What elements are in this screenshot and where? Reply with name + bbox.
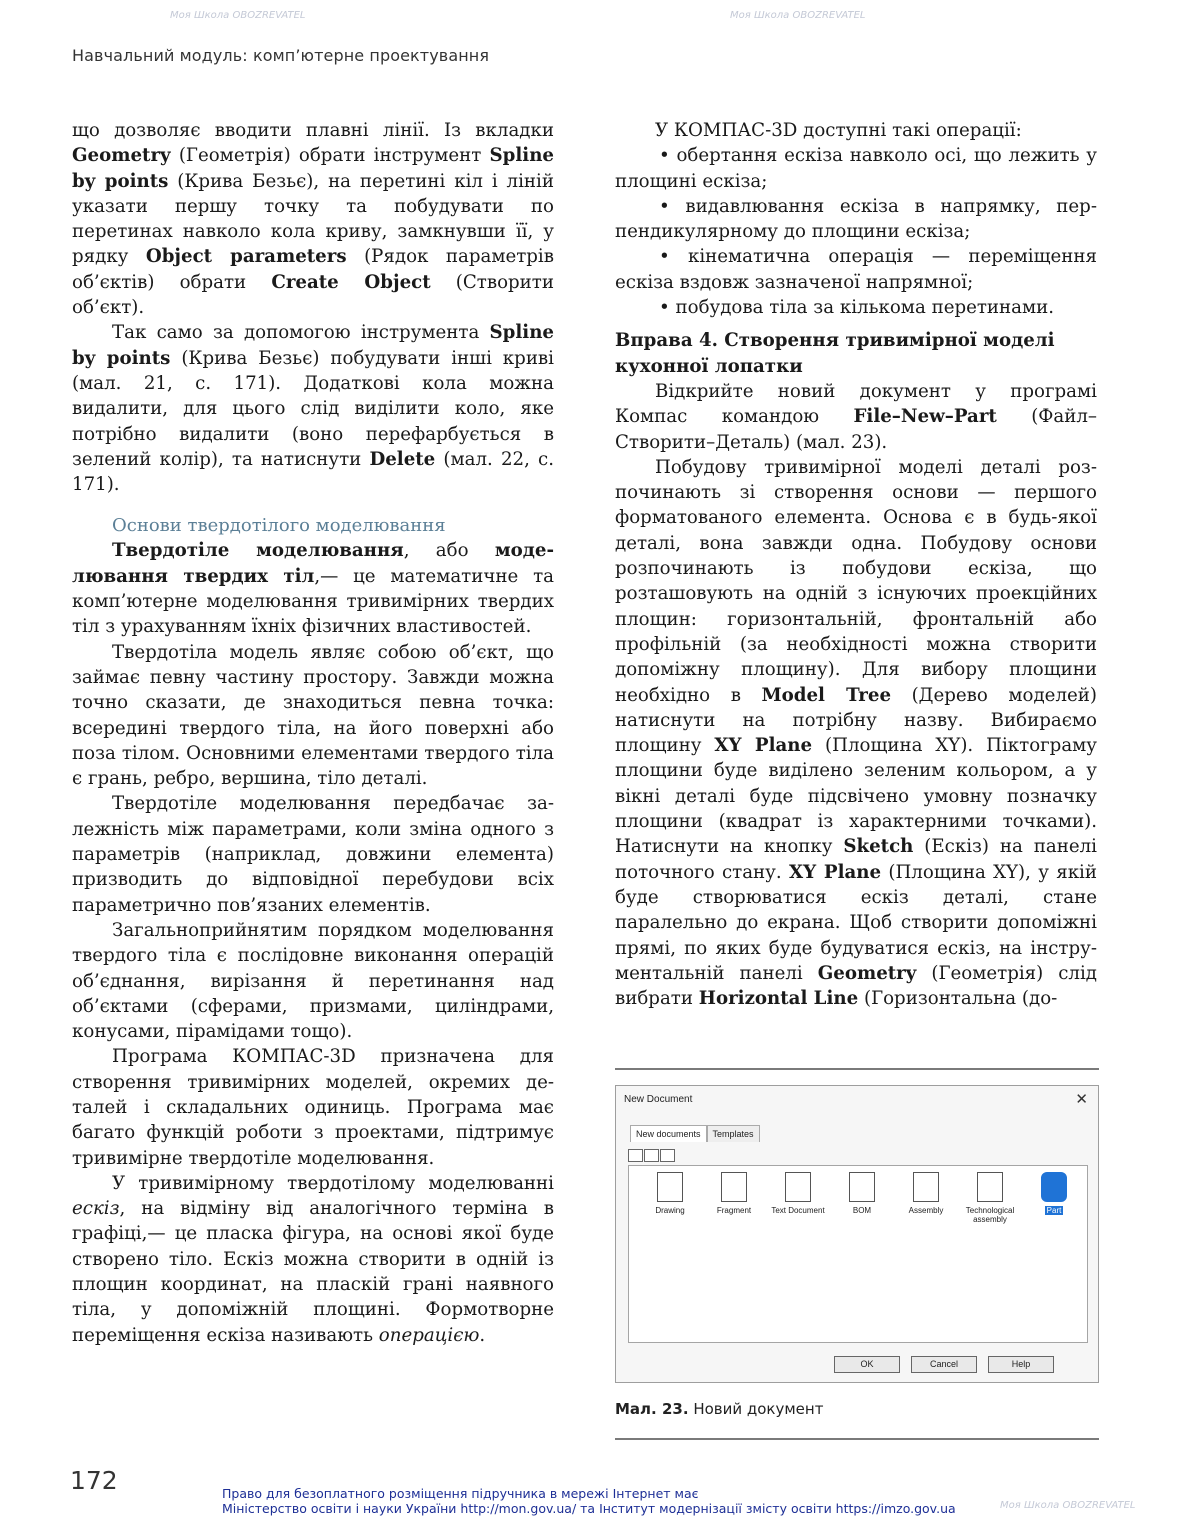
paragraph: Загальноприйнятим порядком моделювання твердого тіла є послідовне виконання операцій об’єднання, вирізання й перетинання над об’єктами (сферами, призмами, циліндрами, конусами, пірамідами тощо). <box>72 919 554 1043</box>
tab-new-documents[interactable]: New documents <box>630 1125 707 1142</box>
large-icons-view-icon[interactable] <box>628 1149 643 1162</box>
paragraph: У тривимірному твердотілому моделюванні ескіз, на відміну від аналогічного терміна в графіці,— це пласка фігура, на основі якої буде створено тіло. Ескіз можна створити в одній із площин координат, на пласкій грані наявного тіла, у допоміжній площині. Формотворне переміщення ескіза називають операцією. <box>72 1172 554 1346</box>
paragraph: Твердотіле моделювання передбачає залежність між параметрами, коли зміна одного з параметрів (наприклад, довжини елемента) призводить до відповідної перебудови всіх параметрично пов’язаних елементів. <box>72 793 554 916</box>
figure-bottom-rule <box>615 1438 1099 1440</box>
page-number: 172 <box>70 1466 118 1495</box>
watermark: Моя Школа OBOZREVATEL <box>730 10 866 21</box>
details-view-icon[interactable] <box>660 1149 675 1162</box>
bom-icon <box>849 1172 875 1202</box>
dialog-title: New Document <box>624 1094 693 1105</box>
bullet-item: • побудова тіла за кількома перетинами. <box>659 297 1055 319</box>
paragraph: Так само за допомогою інструмента Spline by points (Крива Безьє) побудувати інші криві (мал. 21, с. 171). Додаткові кола можна видалити, для цього слід виділити коло, яке потрібно видалити (воно перефарбується в зелений колір), та натиснути Delete (мал. 22, с. 171). <box>72 322 555 496</box>
help-button[interactable]: Help <box>988 1356 1054 1373</box>
caption-text: Новий документ <box>693 1400 824 1418</box>
footer-line-1: Право для безоплатного розміщення підручника в мережі Інтернет має <box>222 1486 699 1501</box>
paragraph: Твердотіле моделювання, або моделювання твердих тіл,— це математичне та комп’ютерне моделювання тривимірних твердих тіл з урахуванням їхніх фізичних властивостей. <box>72 540 554 638</box>
exercise-title: Вправа 4. Створення тривимірної моделі кухонної лопатки <box>615 330 1055 377</box>
paragraph: що дозволяє вводити плавні лінії. Із вкладки Geometry (Геометрія) обрати інструмент Spline by points (Крива Безьє), на перетині кіл і ліній указати першу точку та побудувати по перетинах навколо кола криву, замкнувши її, у рядку Object parameters (Рядок параметрів об’єктів) обрати Create Object (Створити об’єкт). <box>72 120 554 319</box>
footer-line-2: Міністерство освіти і науки України http://mon.gov.ua/ та Інститут модернізації змісту освіти https://imzo.gov.ua <box>222 1501 956 1516</box>
ok-button[interactable]: OK <box>834 1356 900 1373</box>
bullet-item: • обертання ескіза навколо осі, що лежить у площині ескіза; <box>615 145 1097 192</box>
bullet-item: • кінематична операція — переміщення ескіза вздовж зазначеної напрямної; <box>615 246 1097 293</box>
footer-notice <box>222 1486 956 1516</box>
drawing-icon <box>657 1172 683 1202</box>
paragraph: Програма КОМПАС-3D призначена для створення тривимірних моделей, окремих деталей і складальних одиниць. Програма має багато функцій роботи з проектами, підтримує тривимірне твердотіле моделювання. <box>72 1046 554 1169</box>
running-header: Навчальний модуль: комп’ютерне проектування <box>72 46 490 65</box>
paragraph: У КОМПАС-3D доступні такі операції: <box>655 120 1022 141</box>
left-column <box>72 118 554 1348</box>
bullet-item: • видавлювання ескіза в напрямку, перпендикулярному до площини ескіза; <box>615 195 1097 243</box>
caption-label: Мал. 23. <box>615 1400 689 1418</box>
doc-type-technological-assembly[interactable]: Technological assembly <box>959 1172 1021 1224</box>
paragraph: Побудову тривимірної моделі деталі розпочинають зі створення основи — першого форматованого елемента. Основа є в будь-якої деталі, вона завжди одна. Побудову основи розпочинають із побудови ескіза, що розташовують на одній з існуючих проекційних площин: горизонтальній, фронтальній або профільній (за необхідності можна створити допоміжну площину). Для вибору площини необхідно в Model Tree (Дерево моделей) натиснути на потрібну назву. Вибираємо площину XY Plane (Площина XY). Піктограму площини буде виділено зеленим кольором, а у вікні деталі буде підсвічено умовну позначку площини (квадрат із характерними точками). Натиснути на кнопку Sketch (Ескіз) на панелі поточного стану. XY Plane (Площина XY), у якій буде створюватися ескіз деталі, стане паралельно до екрана. Щоб створити допоміжні прямі, по яких буде будуватися ескіз, на інструментальній панелі Geometry (Геометрія) слід вибрати Horizontal Line (Горизонтальна (до- <box>615 456 1098 1010</box>
assembly-icon <box>913 1172 939 1202</box>
doc-type-drawing[interactable]: Drawing <box>639 1172 701 1215</box>
paragraph: Відкрийте новий документ у програмі Компас командою File–New–Part (Файл–Створити–Деталь) (мал. 23). <box>615 380 1097 453</box>
close-icon[interactable]: ✕ <box>1075 1091 1088 1108</box>
figure-top-rule <box>615 1068 1099 1070</box>
doc-type-text-document[interactable]: Text Document <box>767 1172 829 1215</box>
figure-caption <box>615 1400 823 1418</box>
list-view-icon[interactable] <box>644 1149 659 1162</box>
technological-assembly-icon <box>977 1172 1003 1202</box>
tab-templates[interactable]: Templates <box>707 1125 760 1142</box>
paragraph: Твердотіла модель являє собою об’єкт, що займає певну частину простору. Завжди можна точно сказати, де знаходиться певна точка: всередині твердого тіла, на його поверхні або поза тілом. Основними елементами твердого тіла є грань, ребро, вершина, тіло деталі. <box>72 641 554 790</box>
document-types-panel <box>628 1165 1088 1343</box>
watermark: Моя Школа OBOZREVATEL <box>1000 1500 1136 1511</box>
dialog-tabs <box>630 1124 760 1144</box>
watermark: Моя Школа OBOZREVATEL <box>170 10 306 21</box>
doc-type-bom[interactable]: BOM <box>831 1172 893 1215</box>
right-column <box>615 118 1097 1011</box>
fragment-icon <box>721 1172 747 1202</box>
cancel-button[interactable]: Cancel <box>911 1356 977 1373</box>
doc-type-part[interactable]: Part <box>1023 1172 1085 1215</box>
text-document-icon <box>785 1172 811 1202</box>
part-icon <box>1041 1172 1067 1202</box>
section-heading: Основи твердотілого моделювання <box>112 515 446 537</box>
doc-type-assembly[interactable]: Assembly <box>895 1172 957 1215</box>
new-document-dialog <box>615 1085 1099 1383</box>
doc-type-fragment[interactable]: Fragment <box>703 1172 765 1215</box>
